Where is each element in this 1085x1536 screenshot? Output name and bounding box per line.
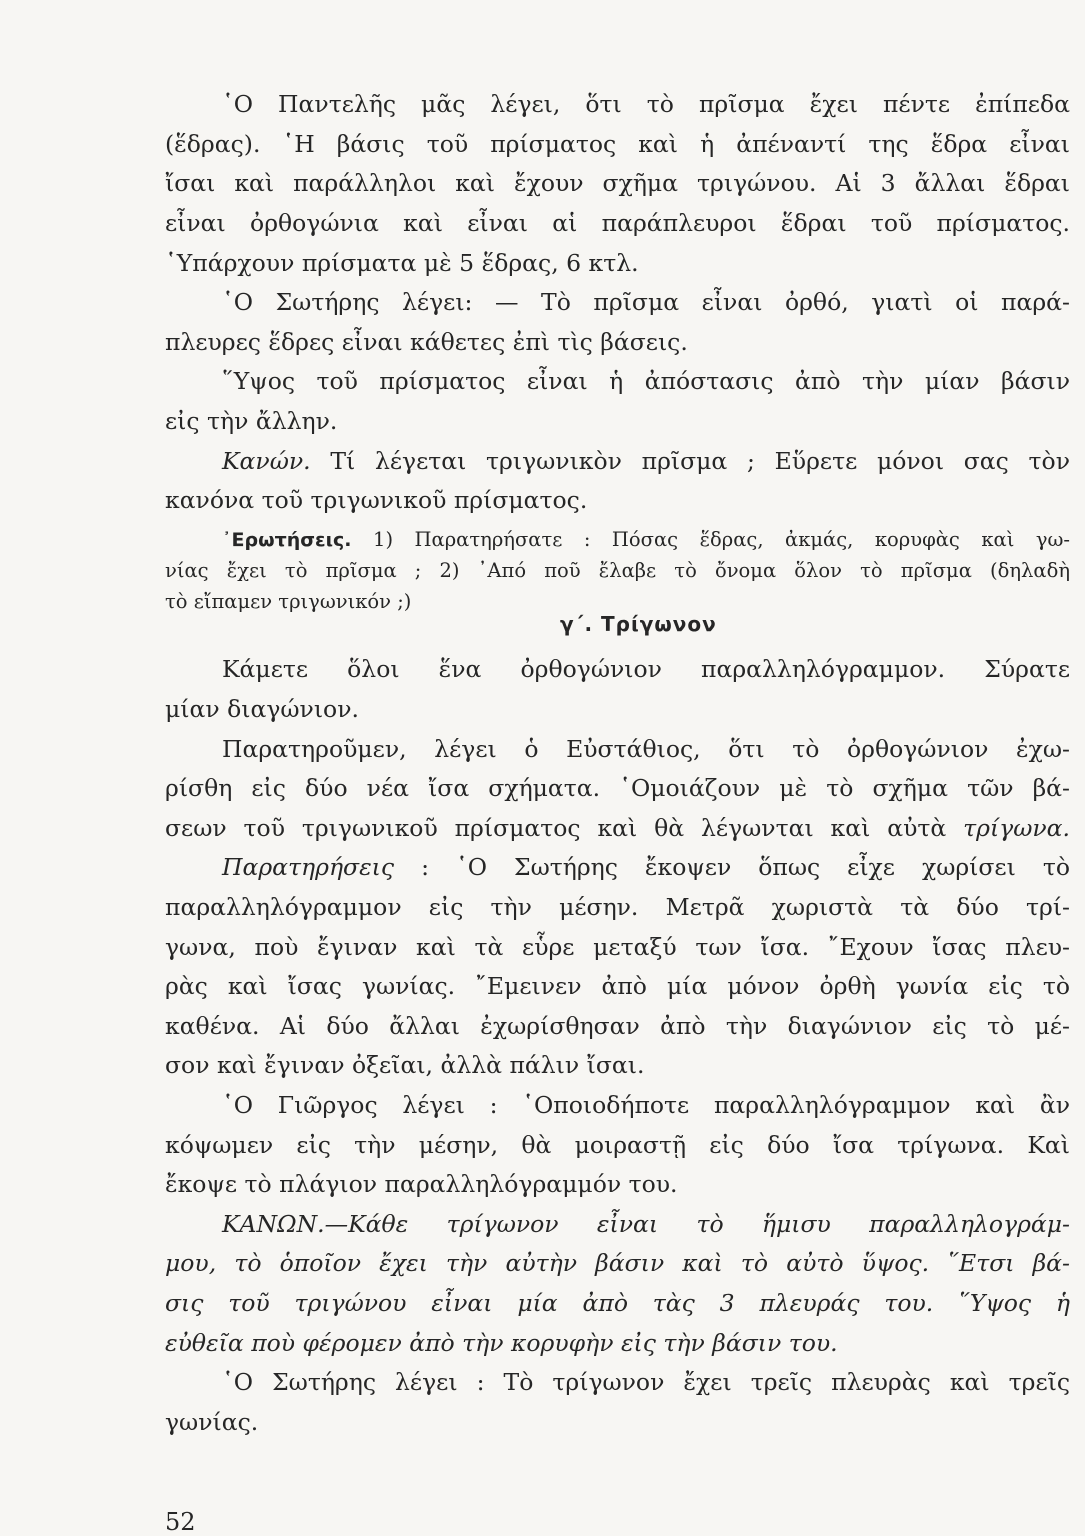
text-line: ῾Υπάρχουν πρίσματα μὲ 5 ἕδρας, 6 κτλ. bbox=[165, 249, 639, 277]
text-line: Κάμετε ὅλοι ἕνα ὀρθογώνιον παραλληλόγραμμον. Σύρατε bbox=[222, 655, 1070, 683]
text-line: νίας ἔχει τὸ πρῖσμα ; 2) ᾿Από ποῦ ἔλαβε τὸ ὄνομα ὅλον τὸ πρῖσμα (δηλαδὴ bbox=[165, 559, 1070, 582]
rule-text-line bbox=[165, 1288, 1070, 1318]
text-line: καθένα. Αἱ δύο ἄλλαι ἐχωρίσθησαν ἀπὸ τὴν διαγώνιον εἰς τὸ μέ- bbox=[165, 1012, 1070, 1040]
text-line: γωνα, ποὺ ἔγιναν καὶ τὰ εὗρε μεταξύ των ἴσα. ῎Εχουν ἴσας πλευ- bbox=[165, 933, 1070, 961]
text-line: ἔκοψε τὸ πλάγιον παραλληλόγραμμόν του. bbox=[165, 1170, 678, 1198]
text-line: τὸ εἴπαμεν τριγωνικόν ;) bbox=[165, 590, 412, 613]
rule-text-line bbox=[165, 1248, 1070, 1278]
italic-text: ΚΑΝΩΝ.—Κάθε τρίγωνον εἶναι τὸ ἥμισυ παραλληλογράμ- bbox=[222, 1210, 1070, 1238]
page-number: 52 bbox=[165, 1508, 196, 1536]
italic-text: σις τοῦ τριγώνου εἶναι μία ἀπὸ τὰς 3 πλευράς του. ῞Υψος ἡ bbox=[165, 1289, 1070, 1317]
text-span: 1) Παρατηρήσατε : Πόσας ἕδρας, ἀκμάς, κορυφὰς καὶ γω- bbox=[373, 528, 1070, 551]
observations-line bbox=[222, 852, 1070, 882]
text-span: Τί λέγεται τριγωνικὸν πρῖσμα ; Εὕρετε μόνοι σας τὸν bbox=[330, 447, 1070, 475]
text-line: ῾Ο Σωτήρης λέγει: — Τὸ πρῖσμα εἶναι ὀρθό, γιατὶ οἱ παρά- bbox=[222, 288, 1070, 316]
text-line: ῾Ο Σωτήρης λέγει : Τὸ τρίγωνον ἔχει τρεῖς πλευρὰς καὶ τρεῖς bbox=[222, 1368, 1070, 1396]
questions-line bbox=[222, 527, 1070, 553]
rule-label: Κανών. bbox=[222, 447, 311, 475]
text-line: μίαν διαγώνιον. bbox=[165, 695, 359, 723]
questions-label: ᾿Ερωτήσεις. bbox=[222, 529, 352, 551]
text-line: γωνίας. bbox=[165, 1408, 259, 1436]
text-line: κανόνα τοῦ τριγωνικοῦ πρίσματος. bbox=[165, 486, 588, 514]
text-line-with-italic-end bbox=[165, 813, 1070, 843]
text-line: ῾Ο Γιῶργος λέγει : ῾Οποιοδήποτε παραλληλόγραμμον καὶ ἂν bbox=[222, 1091, 1070, 1119]
text-line: ῾Ο Παντελῆς μᾶς λέγει, ὅτι τὸ πρῖσμα ἔχει πέντε ἐπίπεδα bbox=[222, 90, 1070, 118]
italic-term: τρίγωνα. bbox=[963, 814, 1070, 842]
rule-text-line bbox=[165, 1328, 1070, 1358]
text-line: πλευρες ἕδρες εἶναι κάθετες ἐπὶ τὶς βάσεις. bbox=[165, 328, 688, 356]
text-line: παραλληλόγραμμον εἰς τὴν μέσην. Μετρᾶ χωριστὰ τὰ δύο τρί- bbox=[165, 893, 1070, 921]
text-line: (ἕδρας). ῾Η βάσις τοῦ πρίσματος καὶ ἡ ἀπέναντί της ἕδρα εἶναι bbox=[165, 130, 1070, 158]
text-line: εἶναι ὀρθογώνια καὶ εἶναι αἱ παράπλευροι ἕδραι τοῦ πρίσματος. bbox=[165, 209, 1070, 237]
text-span: : ῾Ο Σωτήρης ἔκοψεν ὅπως εἶχε χωρίσει τὸ bbox=[421, 853, 1070, 881]
text-line: ῞Υψος τοῦ πρίσματος εἶναι ἡ ἀπόστασις ἀπὸ τὴν μίαν βάσιν bbox=[222, 367, 1070, 395]
text-line: κόψωμεν εἰς τὴν μέσην, θὰ μοιραστῇ εἰς δύο ἴσα τρίγωνα. Καὶ bbox=[165, 1131, 1070, 1159]
rule-question-line bbox=[222, 446, 1070, 476]
text-line: ρὰς καὶ ἴσας γωνίας. ῎Εμεινεν ἀπὸ μία μόνον ὀρθὴ γωνία εἰς τὸ bbox=[165, 972, 1070, 1000]
rule-text-line bbox=[222, 1209, 1070, 1239]
observations-label: Παρατηρήσεις bbox=[222, 853, 395, 881]
italic-text: μου, τὸ ὁποῖον ἔχει τὴν αὐτὴν βάσιν καὶ τὸ αὐτὸ ὕψος. ῞Ετσι βά- bbox=[165, 1249, 1070, 1277]
section-heading: γ΄. Τρίγωνον bbox=[560, 612, 717, 636]
text-span: σεων τοῦ τριγωνικοῦ πρίσματος καὶ θὰ λέγωνται καὶ αὐτὰ bbox=[165, 814, 947, 842]
text-line: ρίσθη εἰς δύο νέα ἴσα σχήματα. ῾Ομοιάζουν μὲ τὸ σχῆμα τῶν βά- bbox=[165, 774, 1070, 802]
text-line: εἰς τὴν ἄλλην. bbox=[165, 407, 338, 435]
text-line: σον καὶ ἔγιναν ὀξεῖαι, ἀλλὰ πάλιν ἴσαι. bbox=[165, 1051, 645, 1079]
italic-text: εὐθεῖα ποὺ φέρομεν ἀπὸ τὴν κορυφὴν εἰς τὴν βάσιν του. bbox=[165, 1329, 838, 1357]
text-line: Παρατηροῦμεν, λέγει ὁ Εὐστάθιος, ὅτι τὸ ὀρθογώνιον ἐχω- bbox=[222, 735, 1070, 763]
text-line: ἴσαι καὶ παράλληλοι καὶ ἔχουν σχῆμα τριγώνου. Αἱ 3 ἄλλαι ἕδραι bbox=[165, 169, 1070, 197]
